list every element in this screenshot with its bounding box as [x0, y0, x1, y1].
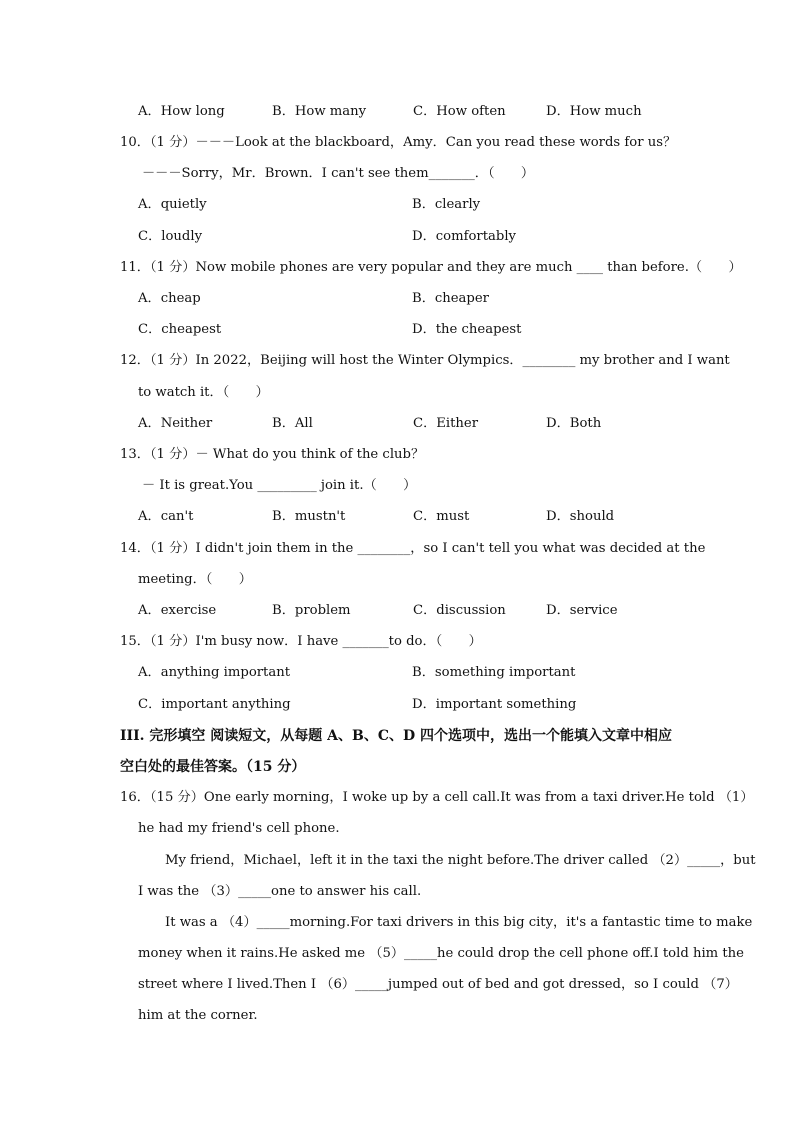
q10-option-b[interactable]: B．clearly — [412, 197, 481, 212]
q10-option-d[interactable]: D．comfortably — [412, 229, 516, 244]
q13-option-c[interactable]: C．must — [413, 509, 470, 524]
q11-option-b[interactable]: B．cheaper — [412, 291, 489, 306]
q12-option-b[interactable]: B．All — [272, 416, 313, 431]
q15-option-b[interactable]: B．something important — [412, 665, 576, 680]
q16-line-4: I was the （3）_____one to answer his call. — [138, 884, 422, 899]
q10-stem: 10．（1 分）－－－Look at the blackboard，Amy．Can you read these words for us？ — [120, 135, 677, 150]
q15-option-a[interactable]: A．anything important — [138, 665, 291, 680]
q14-line2: meeting．（ ） — [138, 572, 252, 587]
q16-line-3: My friend，Michael，left it in the taxi the night before.The driver called （2）_____，but — [165, 853, 756, 868]
q13-option-d[interactable]: D．should — [546, 509, 615, 524]
q10-option-c[interactable]: C．loudly — [138, 229, 203, 244]
q15-stem: 15．（1 分）I'm busy now．I have _______to do．（ ） — [120, 634, 482, 649]
q13-stem: 13．（1 分）－ What do you think of the club？ — [120, 447, 425, 462]
q16-line-8: him at the corner. — [138, 1008, 258, 1023]
q13-option-b[interactable]: B．mustn't — [272, 509, 346, 524]
q9-option-d[interactable]: D．How much — [546, 104, 642, 119]
section3-heading-line1: III. 完形填空 阅读短文，从每题 A、B、C、D 四个选项中，选出一个能填入文章中相应 — [120, 728, 672, 744]
q10-option-a[interactable]: A．quietly — [138, 197, 207, 212]
q16-line-2: he had my friend's cell phone. — [138, 821, 340, 836]
q9-option-a[interactable]: A．How long — [138, 104, 225, 119]
q9-option-c[interactable]: C．How often — [413, 104, 506, 119]
q16-line-5: It was a （4）_____morning.For taxi drivers in this big city，it's a fantastic time to make — [165, 915, 753, 930]
q14-option-b[interactable]: B．problem — [272, 603, 351, 618]
q12-stem: 12．（1 分）In 2022，Beijing will host the Winter Olympics．________ my brother and I want — [120, 353, 730, 368]
q11-option-a[interactable]: A．cheap — [138, 291, 201, 306]
q11-option-d[interactable]: D．the cheapest — [412, 322, 522, 337]
q13-option-a[interactable]: A．can't — [138, 509, 194, 524]
q9-option-b[interactable]: B．How many — [272, 104, 367, 119]
q14-stem: 14．（1 分）I didn't join them in the ________，so I can't tell you what was decided at the — [120, 541, 706, 556]
q14-option-c[interactable]: C．discussion — [413, 603, 506, 618]
q15-option-d[interactable]: D．important something — [412, 697, 577, 712]
q12-option-d[interactable]: D．Both — [546, 416, 602, 431]
q16-line-7: street where I lived.Then I （6）_____jumped out of bed and got dressed，so I could （7） — [138, 977, 738, 992]
q12-option-a[interactable]: A．Neither — [138, 416, 213, 431]
q11-stem: 11．（1 分）Now mobile phones are very popular and they are much ____ than before.（ ） — [120, 260, 742, 275]
q14-option-a[interactable]: A．exercise — [138, 603, 217, 618]
q12-option-c[interactable]: C．Either — [413, 416, 479, 431]
q14-option-d[interactable]: D．service — [546, 603, 618, 618]
q10-line2: －－－Sorry，Mr．Brown．I can't see them_______．（ ） — [142, 166, 535, 181]
section3-heading-line2: 空白处的最佳答案。（15 分） — [120, 759, 306, 775]
q11-option-c[interactable]: C．cheapest — [138, 322, 222, 337]
q15-option-c[interactable]: C．important anything — [138, 697, 291, 712]
q12-line2: to watch it．（ ） — [138, 385, 269, 400]
q16-line-6: money when it rains.He asked me （5）_____he could drop the cell phone off.I told him the — [138, 946, 744, 961]
q13-line2: － It is great.You _________ join it.（ ） — [142, 478, 417, 493]
q16-line-1: 16．（15 分）One early morning，I woke up by a cell call.It was from a taxi driver.He told （1） — [120, 790, 754, 805]
